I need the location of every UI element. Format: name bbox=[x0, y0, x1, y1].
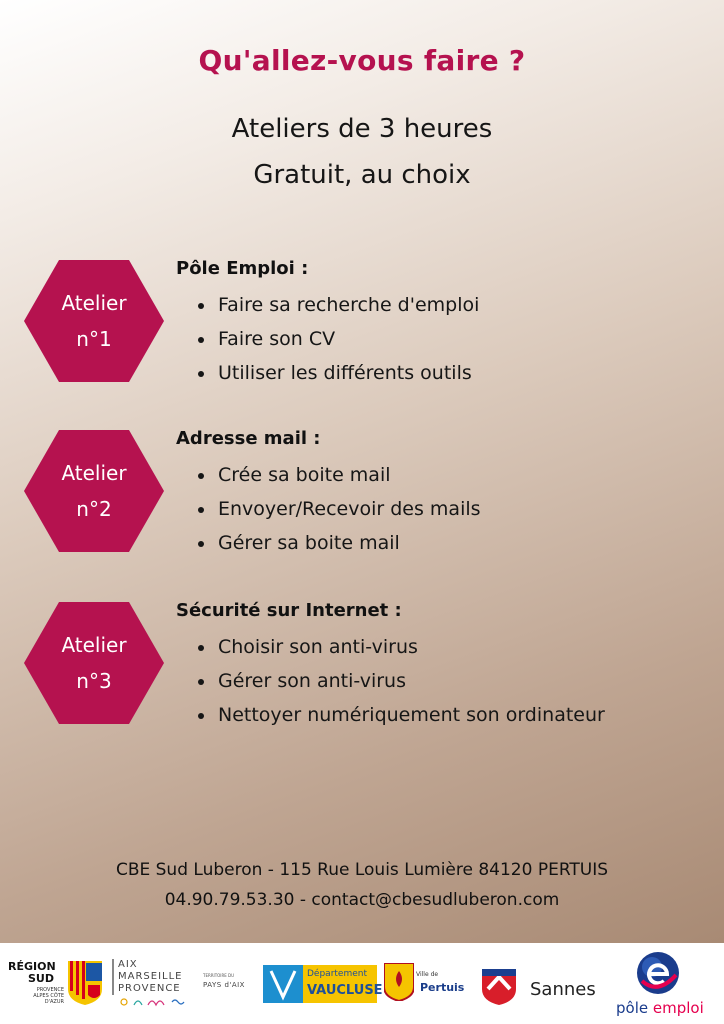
atelier-badge bbox=[24, 602, 164, 724]
badge-number: n°3 bbox=[76, 669, 112, 693]
pays-logo-subtext: TERRITOIRE DU bbox=[203, 973, 235, 978]
bullet-icon bbox=[198, 337, 204, 343]
sannes-logo bbox=[482, 965, 596, 1009]
amp-logo-text: PROVENCE bbox=[118, 983, 181, 994]
list-item bbox=[198, 322, 479, 356]
contact-phone-email: 04.90.79.53.30 - contact@cbesudluberon.com bbox=[164, 890, 560, 910]
vaucluse-v-icon bbox=[263, 965, 303, 1003]
list-item bbox=[198, 630, 605, 664]
list-item bbox=[198, 664, 605, 698]
list-item bbox=[198, 288, 479, 322]
list-item-text: Utiliser les différents outils bbox=[218, 362, 472, 384]
badge-number: n°2 bbox=[76, 497, 112, 521]
list-item-text: Envoyer/Recevoir des mails bbox=[218, 498, 481, 520]
partner-logos-strip bbox=[0, 943, 724, 1024]
bullet-icon bbox=[198, 713, 204, 719]
amp-logo-text: AIX bbox=[118, 959, 138, 970]
vaucluse-logo-subtext: Département bbox=[307, 969, 367, 979]
badge-label: Atelier bbox=[61, 633, 127, 657]
region-logo-text: RÉGION bbox=[8, 960, 56, 973]
pays-logo-text: PAYS d'AIX bbox=[203, 981, 245, 989]
list-item bbox=[198, 356, 479, 390]
section-heading: Adresse mail : bbox=[176, 428, 321, 449]
sannes-logo-text: Sannes bbox=[530, 979, 596, 1000]
pays-aix-logo bbox=[203, 973, 259, 997]
list-item bbox=[198, 526, 481, 560]
pertuis-logo bbox=[384, 963, 465, 1007]
section-heading: Sécurité sur Internet : bbox=[176, 600, 402, 621]
list-item-text: Gérer son anti-virus bbox=[218, 670, 406, 692]
item-list bbox=[198, 630, 605, 732]
bullet-icon bbox=[198, 303, 204, 309]
amp-bar-icon bbox=[112, 959, 114, 995]
subtitle-free: Gratuit, au choix bbox=[253, 160, 471, 190]
list-item-text: Faire sa recherche d'emploi bbox=[218, 294, 480, 316]
amp-logo-text: MARSEILLE bbox=[118, 971, 183, 982]
amp-wave-icon bbox=[120, 997, 190, 1007]
vaucluse-logo-text: VAUCLUSE bbox=[307, 983, 383, 998]
bullet-icon bbox=[198, 507, 204, 513]
bullet-icon bbox=[198, 679, 204, 685]
item-list bbox=[198, 458, 481, 560]
list-item-text: Crée sa boite mail bbox=[218, 464, 391, 486]
list-item-text: Faire son CV bbox=[218, 328, 336, 350]
list-item bbox=[198, 698, 605, 732]
atelier-badge bbox=[24, 430, 164, 552]
pertuis-logo-text: Pertuis bbox=[420, 981, 465, 994]
list-item-text: Choisir son anti-virus bbox=[218, 636, 418, 658]
badge-label: Atelier bbox=[61, 461, 127, 485]
pole-emploi-logo bbox=[614, 951, 720, 1021]
badge-label: Atelier bbox=[61, 291, 127, 315]
vaucluse-logo bbox=[263, 965, 383, 1003]
pole-emploi-word: emploi bbox=[652, 999, 704, 1017]
region-logo-text-sud: SUD bbox=[28, 972, 54, 985]
pertuis-logo-subtext: Ville de bbox=[416, 971, 439, 978]
item-list bbox=[198, 288, 479, 390]
badge-number: n°1 bbox=[76, 327, 112, 351]
bullet-icon bbox=[198, 645, 204, 651]
bullet-icon bbox=[198, 473, 204, 479]
sannes-shield-icon bbox=[482, 969, 516, 1005]
aix-marseille-provence-logo bbox=[112, 955, 192, 1011]
bullet-icon bbox=[198, 541, 204, 547]
page-title: Qu'allez-vous faire ? bbox=[198, 44, 526, 77]
atelier-1 bbox=[0, 258, 724, 388]
pole-emploi-ball-icon bbox=[636, 951, 680, 995]
region-shield-icon bbox=[68, 961, 102, 1005]
region-logo-subtext: PROVENCE ALPES CÔTE D'AZUR bbox=[33, 987, 64, 1005]
bullet-icon bbox=[198, 371, 204, 377]
pertuis-shield-icon bbox=[384, 963, 414, 1001]
list-item bbox=[198, 492, 481, 526]
section-heading: Pôle Emploi : bbox=[176, 258, 309, 279]
pole-emploi-word: pôle bbox=[616, 999, 649, 1017]
region-sud-logo bbox=[8, 961, 100, 1011]
list-item-text: Nettoyer numériquement son ordinateur bbox=[218, 704, 605, 726]
atelier-2 bbox=[0, 428, 724, 558]
pole-emploi-logo-text bbox=[616, 999, 704, 1017]
atelier-badge bbox=[24, 260, 164, 382]
list-item bbox=[198, 458, 481, 492]
contact-address: CBE Sud Luberon - 115 Rue Louis Lumière 84120 PERTUIS bbox=[115, 860, 609, 880]
atelier-3 bbox=[0, 600, 724, 730]
subtitle-duration: Ateliers de 3 heures bbox=[231, 114, 493, 144]
list-item-text: Gérer sa boite mail bbox=[218, 532, 400, 554]
